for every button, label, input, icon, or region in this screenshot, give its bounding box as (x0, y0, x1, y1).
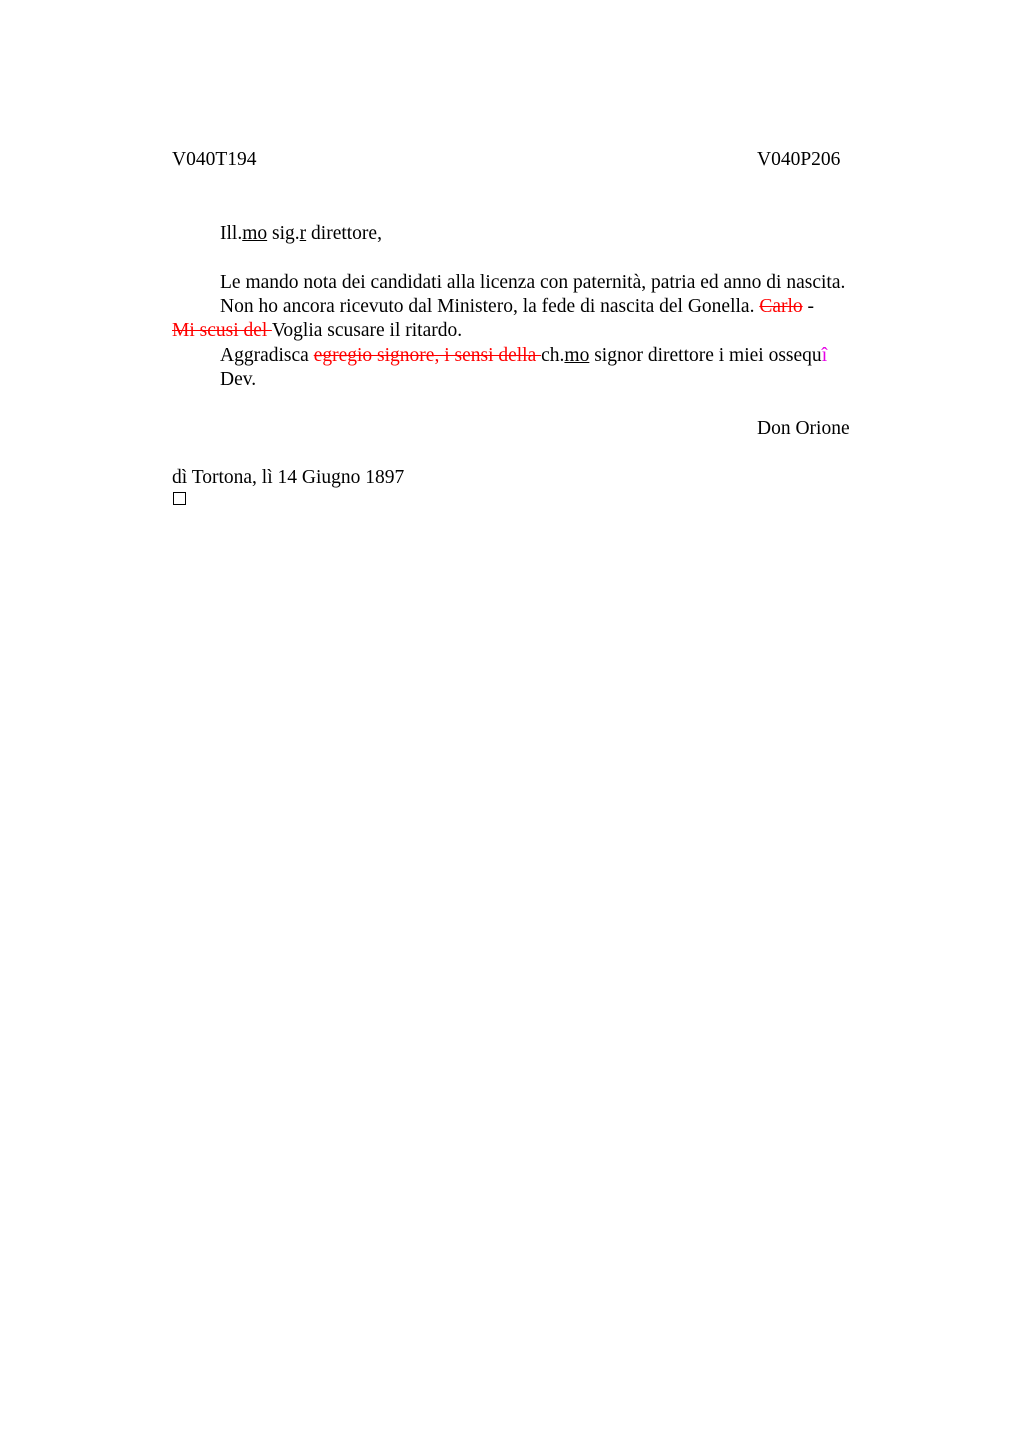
underlined-abbreviation: mo (564, 345, 590, 366)
deleted-text: Carlo (759, 296, 803, 317)
deleted-text: Mi scusi del (172, 320, 272, 341)
body-line-3 (172, 321, 462, 341)
salutation (220, 224, 382, 244)
body-line-4 (220, 346, 827, 366)
document-code-right: V040P206 (757, 149, 841, 170)
signature: Don Orione (757, 418, 850, 439)
body-line-2 (220, 297, 814, 317)
end-marker-square-icon (173, 492, 186, 505)
body-line-5: Dev. (220, 369, 257, 390)
document-code-left: V040T194 (172, 149, 257, 170)
deleted-text: egregio signore, i sensi della (313, 345, 542, 366)
salutation-text: sig. (267, 223, 300, 244)
salutation-superscript-underlined: mo (242, 223, 268, 244)
inserted-text: î (821, 345, 828, 366)
body-line-1: Le mando nota dei candidati alla licenza con paternità, patria ed anno di nascita. (220, 272, 846, 293)
salutation-text: Ill. (220, 223, 243, 244)
body-text: - (802, 296, 815, 317)
body-text: Non ho ancora ricevuto dal Ministero, la fede di nascita del Gonella. (220, 296, 760, 317)
body-text: Aggradisca (220, 345, 314, 366)
salutation-text: direttore, (306, 223, 382, 244)
salutation-superscript-underlined: r (299, 223, 307, 244)
body-text: Voglia scusare il ritardo. (271, 320, 463, 341)
body-text: ch. (541, 345, 565, 366)
place-date: dì Tortona, lì 14 Giugno 1897 (172, 467, 405, 488)
body-text: signor direttore i miei ossequ (589, 345, 822, 366)
